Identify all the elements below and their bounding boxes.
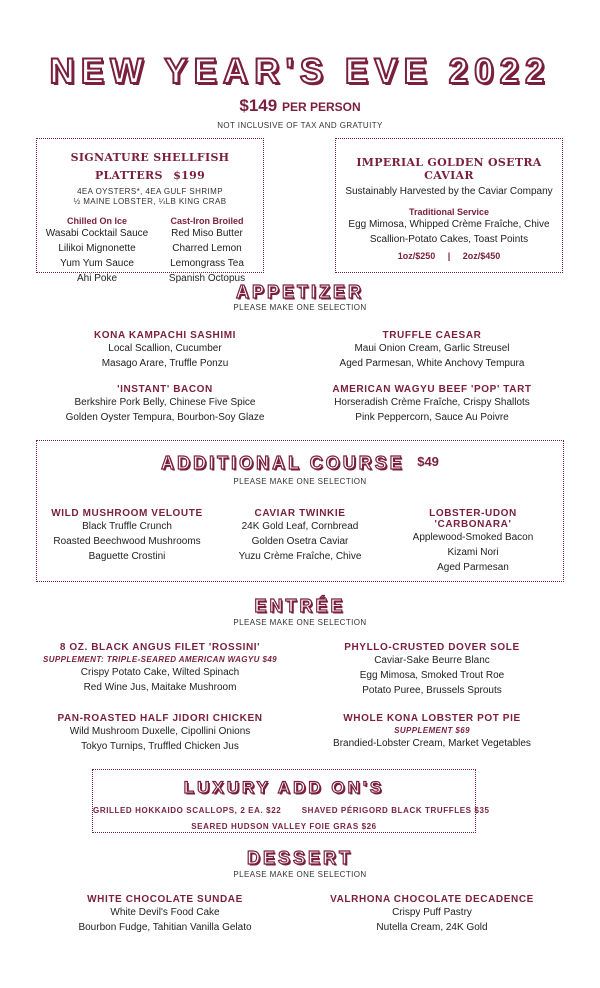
dish-line: Aged Parmesan, White Anchovy Tempura bbox=[339, 358, 525, 369]
chilled-item: Ahi Poke bbox=[76, 273, 118, 284]
caviar-line-1: Egg Mimosa, Whipped Crème Fraîche, Chive bbox=[348, 219, 550, 230]
dish-line: Maui Onion Cream, Garlic Streusel bbox=[354, 343, 510, 354]
shellfish-columns bbox=[37, 216, 263, 286]
dish-line: Wild Mushroom Duxelle, Cipollini Onions bbox=[69, 726, 251, 737]
caviar-title: IMPERIAL GOLDEN OSETRA CAVIAR bbox=[356, 156, 542, 182]
additional-items bbox=[37, 508, 563, 575]
appetizer-item bbox=[307, 384, 557, 425]
dish-name: WHITE CHOCOLATE SUNDAE bbox=[87, 894, 243, 905]
dish-line: Brandied-Lobster Cream, Market Vegetables bbox=[333, 738, 531, 749]
dish-line: Masago Arare, Truffle Ponzu bbox=[101, 358, 229, 369]
entree-item-chicken bbox=[25, 713, 295, 754]
dish-line: Local Scallion, Cucumber bbox=[108, 343, 222, 354]
shellfish-desc-2: ½ MAINE LOBSTER, ¼LB KING CRAB bbox=[73, 197, 227, 206]
dish-name: KONA KAMPACHI SASHIMI bbox=[93, 330, 237, 341]
dish-name: WHOLE KONA LOBSTER POT PIE bbox=[343, 713, 521, 724]
dish-name: PHYLLO-CRUSTED DOVER SOLE bbox=[344, 642, 520, 653]
broiled-item: Lemongrass Tea bbox=[170, 258, 244, 269]
dessert-heading: DESSERT bbox=[246, 848, 354, 868]
shellfish-box bbox=[36, 138, 264, 284]
broiled-item: Charred Lemon bbox=[172, 243, 242, 254]
dish-line: Golden Osetra Caviar bbox=[251, 536, 349, 547]
additional-price: $49 bbox=[417, 454, 439, 469]
dish-name: CAVIAR TWINKIE bbox=[254, 508, 346, 519]
dish-name: 'INSTANT' BACON bbox=[117, 384, 213, 395]
additional-item bbox=[216, 508, 384, 575]
dish-name: PAN-ROASTED HALF JIDORI CHICKEN bbox=[57, 713, 263, 724]
appetizer-heading: APPETIZER bbox=[235, 282, 364, 302]
appetizer-item bbox=[40, 384, 290, 425]
entree-note: PLEASE MAKE ONE SELECTION bbox=[233, 618, 367, 627]
dish-line: Nutella Cream, 24K Gold bbox=[376, 922, 488, 933]
tax-note: NOT INCLUSIVE OF TAX AND GRATUITY bbox=[217, 121, 383, 130]
luxury-row-1 bbox=[93, 800, 490, 818]
luxury-item: SHAVED PÉRIGORD BLACK TRUFFLES $35 bbox=[301, 806, 490, 815]
supplement-note: SUPPLEMENT $69 bbox=[394, 726, 470, 735]
chilled-item: Wasabi Cocktail Sauce bbox=[45, 228, 149, 239]
supplement-note: SUPPLEMENT: TRIPLE-SEARED AMERICAN WAGYU $49 bbox=[42, 655, 278, 664]
additional-item bbox=[43, 508, 211, 575]
dish-line: Horseradish Crème Fraîche, Crispy Shallots bbox=[334, 397, 530, 408]
luxury-item: SEARED HUDSON VALLEY FOIE GRAS $26 bbox=[191, 822, 377, 831]
chilled-column bbox=[45, 216, 149, 286]
entree-item-lobster bbox=[307, 713, 557, 751]
broiled-item: Spanish Octopus bbox=[168, 273, 246, 284]
dish-line: Applewood-Smoked Bacon bbox=[412, 532, 534, 543]
dessert-item bbox=[40, 894, 290, 935]
broiled-column bbox=[159, 216, 255, 286]
dish-line: Roasted Beechwood Mushrooms bbox=[53, 536, 201, 547]
dish-line: Pink Peppercorn, Sauce Au Poivre bbox=[355, 412, 509, 423]
dish-line: Potato Puree, Brussels Sprouts bbox=[362, 685, 502, 696]
dish-line: Bourbon Fudge, Tahitian Vanilla Gelato bbox=[78, 922, 252, 933]
dish-name: TRUFFLE CAESAR bbox=[382, 330, 482, 341]
broiled-head: Cast-Iron Broiled bbox=[170, 216, 244, 226]
entree-item-filet bbox=[25, 642, 295, 695]
entree-item-sole bbox=[307, 642, 557, 698]
luxury-box bbox=[92, 769, 490, 833]
dish-line: Yuzu Crème Fraîche, Chive bbox=[238, 551, 362, 562]
shellfish-desc-1: 4EA OYSTERS*, 4EA GULF SHRIMP bbox=[77, 187, 223, 196]
dish-line: Baguette Crostini bbox=[88, 551, 166, 562]
dish-name: LOBSTER-UDON 'CARBONARA' bbox=[429, 508, 517, 530]
luxury-heading: LUXURY ADD ON'S bbox=[183, 778, 385, 797]
price-per-person bbox=[0, 96, 600, 116]
shellfish-price: $199 bbox=[173, 169, 206, 182]
dish-line: Kizami Nori bbox=[447, 547, 499, 558]
dish-line: Caviar-Sake Beurre Blanc bbox=[374, 655, 490, 666]
price-value: $149 bbox=[239, 96, 278, 115]
dessert-note: PLEASE MAKE ONE SELECTION bbox=[233, 870, 367, 879]
appetizer-item bbox=[40, 330, 290, 371]
dessert-item bbox=[307, 894, 557, 935]
dish-line: 24K Gold Leaf, Cornbread bbox=[241, 521, 359, 532]
appetizer-item bbox=[307, 330, 557, 371]
shellfish-title: SIGNATURE SHELLFISH PLATTERS bbox=[70, 151, 230, 182]
dish-line: Crispy Potato Cake, Wilted Spinach bbox=[80, 667, 240, 678]
dish-line: Egg Mimosa, Smoked Trout Roe bbox=[359, 670, 505, 681]
dish-name: WILD MUSHROOM VELOUTE bbox=[51, 508, 203, 519]
dish-name: 8 OZ. BLACK ANGUS FILET 'ROSSINI' bbox=[59, 642, 261, 653]
additional-course-box bbox=[36, 440, 564, 582]
dish-line: Crispy Puff Pastry bbox=[392, 907, 472, 918]
caviar-sizes: 1oz/$250 | 2oz/$450 bbox=[397, 251, 501, 261]
dish-line: Red Wine Jus, Maitake Mushroom bbox=[83, 682, 237, 693]
dish-line: White Devil's Food Cake bbox=[110, 907, 220, 918]
dish-line: Tokyo Turnips, Truffled Chicken Jus bbox=[81, 741, 239, 752]
additional-heading: ADDITIONAL COURSE bbox=[161, 453, 405, 473]
caviar-line-2: Scallion-Potato Cakes, Toast Points bbox=[369, 234, 529, 245]
broiled-item: Red Miso Butter bbox=[171, 228, 243, 239]
luxury-item: GRILLED HOKKAIDO SCALLOPS, 2 EA. $22 bbox=[93, 806, 282, 815]
dish-line: Aged Parmesan bbox=[437, 562, 509, 573]
additional-heading-row bbox=[37, 453, 563, 474]
caviar-desc: Sustainably Harvested by the Caviar Company bbox=[345, 186, 553, 197]
shellfish-title-row bbox=[37, 148, 263, 184]
dish-name: VALRHONA CHOCOLATE DECADENCE bbox=[330, 894, 534, 905]
chilled-item: Yum Yum Sauce bbox=[60, 258, 134, 269]
dish-line: Berkshire Pork Belly, Chinese Five Spice bbox=[74, 397, 256, 408]
additional-note: PLEASE MAKE ONE SELECTION bbox=[233, 477, 367, 486]
chilled-item: Lilikoi Mignonette bbox=[58, 243, 136, 254]
page-title: NEW YEAR'S EVE 2022 bbox=[49, 52, 551, 91]
additional-item bbox=[389, 508, 557, 575]
per-person-label: PER PERSON bbox=[281, 100, 361, 114]
entree-heading: ENTRÉE bbox=[254, 596, 346, 616]
appetizer-note: PLEASE MAKE ONE SELECTION bbox=[233, 303, 367, 312]
dish-line: Golden Oyster Tempura, Bourbon-Soy Glaze bbox=[65, 412, 265, 423]
caviar-box bbox=[335, 138, 563, 273]
chilled-head: Chilled On Ice bbox=[66, 216, 127, 226]
dish-name: AMERICAN WAGYU BEEF 'POP' TART bbox=[332, 384, 532, 395]
caviar-sub-head: Traditional Service bbox=[408, 207, 490, 217]
dish-line: Black Truffle Crunch bbox=[82, 521, 172, 532]
